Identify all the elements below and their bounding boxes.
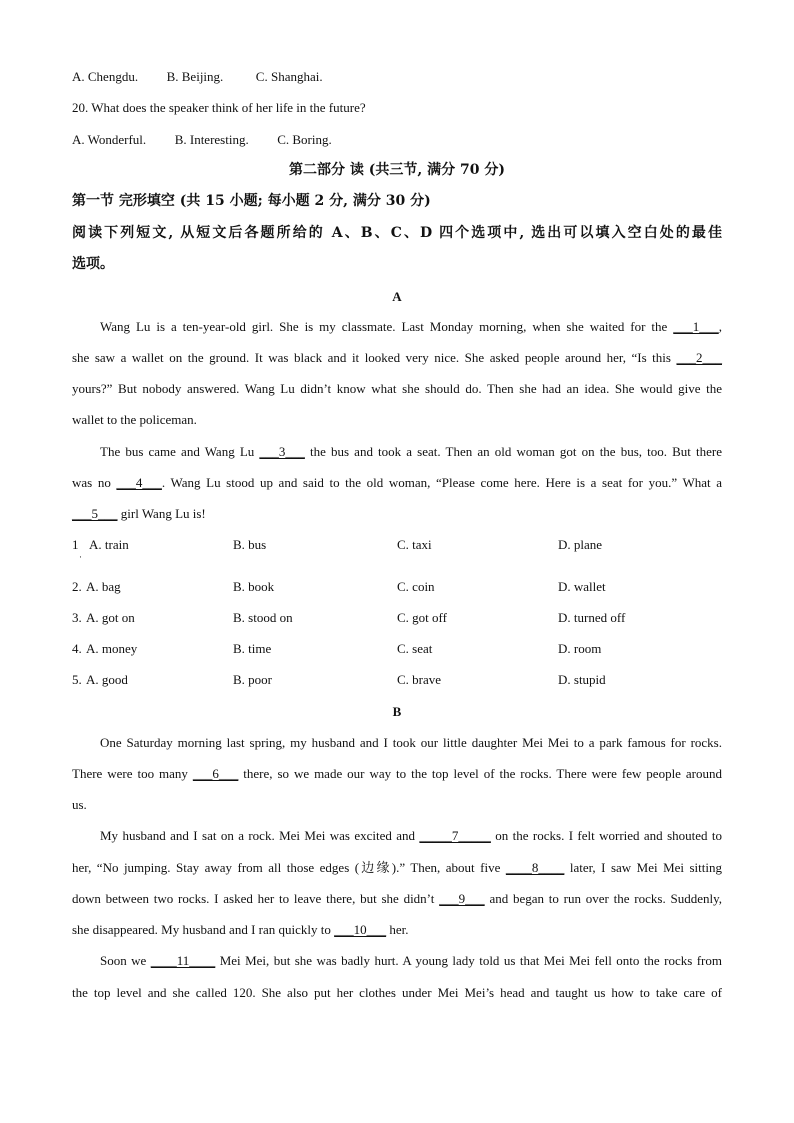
blank-9[interactable]: ___9___: [439, 891, 485, 906]
blank-5[interactable]: ___5___: [72, 506, 118, 521]
passage-line: Wang Lu is a ten-year-old girl. She is my classmate. Last Monday morning, when she waited for the ___1___,: [100, 319, 722, 334]
option-a[interactable]: A. train: [89, 537, 129, 552]
passage-line: The bus came and Wang Lu ___3___ the bus and took a seat. Then an old woman got on the bus, too. But there: [100, 444, 722, 459]
blank-1[interactable]: ___1___: [673, 319, 719, 334]
instruction: 阅读下列短文, 从短文后各题所给的 A、B、C、D 四个选项中, 选出可以填入空白处的最佳: [72, 225, 722, 241]
option-a[interactable]: A. money: [86, 641, 138, 656]
option-c[interactable]: C. brave: [397, 672, 442, 687]
dot-mark: ·: [79, 552, 82, 562]
question-number: 4.: [72, 641, 82, 656]
option-d[interactable]: D. turned off: [558, 610, 626, 625]
passage-line: she saw a wallet on the ground. It was black and it looked very nice. She asked people around her, “Is this ___2___: [72, 350, 722, 365]
option-b[interactable]: B. time: [233, 641, 272, 656]
option-d[interactable]: D. stupid: [558, 672, 606, 687]
option-c[interactable]: C. taxi: [397, 537, 432, 552]
option-c[interactable]: C. got off: [397, 610, 447, 625]
blank-3[interactable]: ___3___: [259, 444, 305, 459]
blank-10[interactable]: ___10___: [334, 922, 387, 937]
option-d[interactable]: D. plane: [558, 537, 603, 552]
passage-line: ___5___ girl Wang Lu is!: [72, 506, 206, 521]
passage-line: yours?” But nobody answered. Wang Lu didn’t know what she should do. Then she had an idea. She would give the: [72, 381, 722, 396]
q19-options: [72, 68, 323, 85]
option-d[interactable]: D. wallet: [558, 579, 606, 594]
option: C. Shanghai.: [255, 69, 323, 84]
question-number: 3.: [72, 610, 82, 625]
passage-line: the top level and she called 120. She also put her clothes under Mei Mei’s head and taught us how to take care of: [72, 985, 722, 1000]
option: B. Interesting.: [174, 132, 249, 147]
q20-options: [72, 131, 332, 148]
blank-2[interactable]: ___2___: [676, 350, 722, 365]
passage-line: she disappeared. My husband and I ran quickly to ___10___ her.: [72, 922, 409, 937]
option-a[interactable]: A. bag: [86, 579, 121, 594]
instruction-cont: 选项。: [72, 256, 114, 272]
option-b[interactable]: B. poor: [233, 672, 272, 687]
option-d[interactable]: D. room: [558, 641, 602, 656]
passage-line: One Saturday morning last spring, my husband and I took our little daughter Mei Mei to a park famous for rocks.: [100, 735, 722, 750]
part2-title: 第二部分 读 (共三节, 满分 70 分): [289, 162, 505, 178]
passage-line: My husband and I sat on a rock. Mei Mei was excited and _____7_____ on the rocks. I felt worried and shouted to: [100, 828, 722, 843]
option-a[interactable]: A. good: [86, 672, 128, 687]
option: A. Chengdu.: [72, 69, 139, 84]
option-c[interactable]: C. seat: [397, 641, 433, 656]
question-20: 20. What does the speaker think of her life in the future?: [72, 100, 366, 115]
passage-a-label: A: [392, 289, 402, 304]
option-b[interactable]: B. stood on: [233, 610, 293, 625]
blank-7[interactable]: _____7_____: [419, 828, 491, 843]
blank-4[interactable]: ___4___: [116, 475, 162, 490]
question-number: 1: [72, 537, 79, 552]
passage-line: us.: [72, 797, 87, 812]
blank-11[interactable]: ____11____: [150, 953, 216, 968]
passage-b-label: B: [392, 704, 402, 719]
option-b[interactable]: B. bus: [233, 537, 267, 552]
question-number: 2.: [72, 579, 82, 594]
passage-line: her, “No jumping. Stay away from all those edges (边缘).” Then, about five ____8____ later, I saw Mei Mei sitting: [72, 860, 722, 875]
passage-line: Soon we ____11____ Mei Mei, but she was badly hurt. A young lady told us that Mei Mei fell onto the rocks from: [100, 953, 722, 968]
passage-line: down between two rocks. I asked her to leave there, but she didn’t ___9___ and began to run over the rocks. Suddenly,: [72, 891, 722, 906]
section1-heading: 第一节 完形填空 (共 15 小题; 每小题 2 分, 满分 30 分): [72, 193, 431, 209]
option-a[interactable]: A. got on: [86, 610, 135, 625]
passage-line: was no ___4___. Wang Lu stood up and said to the old woman, “Please come here. Here is a seat for you.” What a: [72, 475, 722, 490]
blank-6[interactable]: ___6___: [192, 766, 239, 781]
option: B. Beijing.: [166, 69, 224, 84]
option: C. Boring.: [277, 132, 332, 147]
option-c[interactable]: C. coin: [397, 579, 435, 594]
blank-8[interactable]: ____8____: [505, 860, 565, 875]
passage-line: wallet to the policeman.: [72, 412, 197, 427]
option-b[interactable]: B. book: [233, 579, 275, 594]
option: A. Wonderful.: [72, 132, 147, 147]
question-number: 5.: [72, 672, 82, 687]
passage-line: There were too many ___6___ there, so we made our way to the top level of the rocks. There were few people around: [72, 766, 722, 781]
